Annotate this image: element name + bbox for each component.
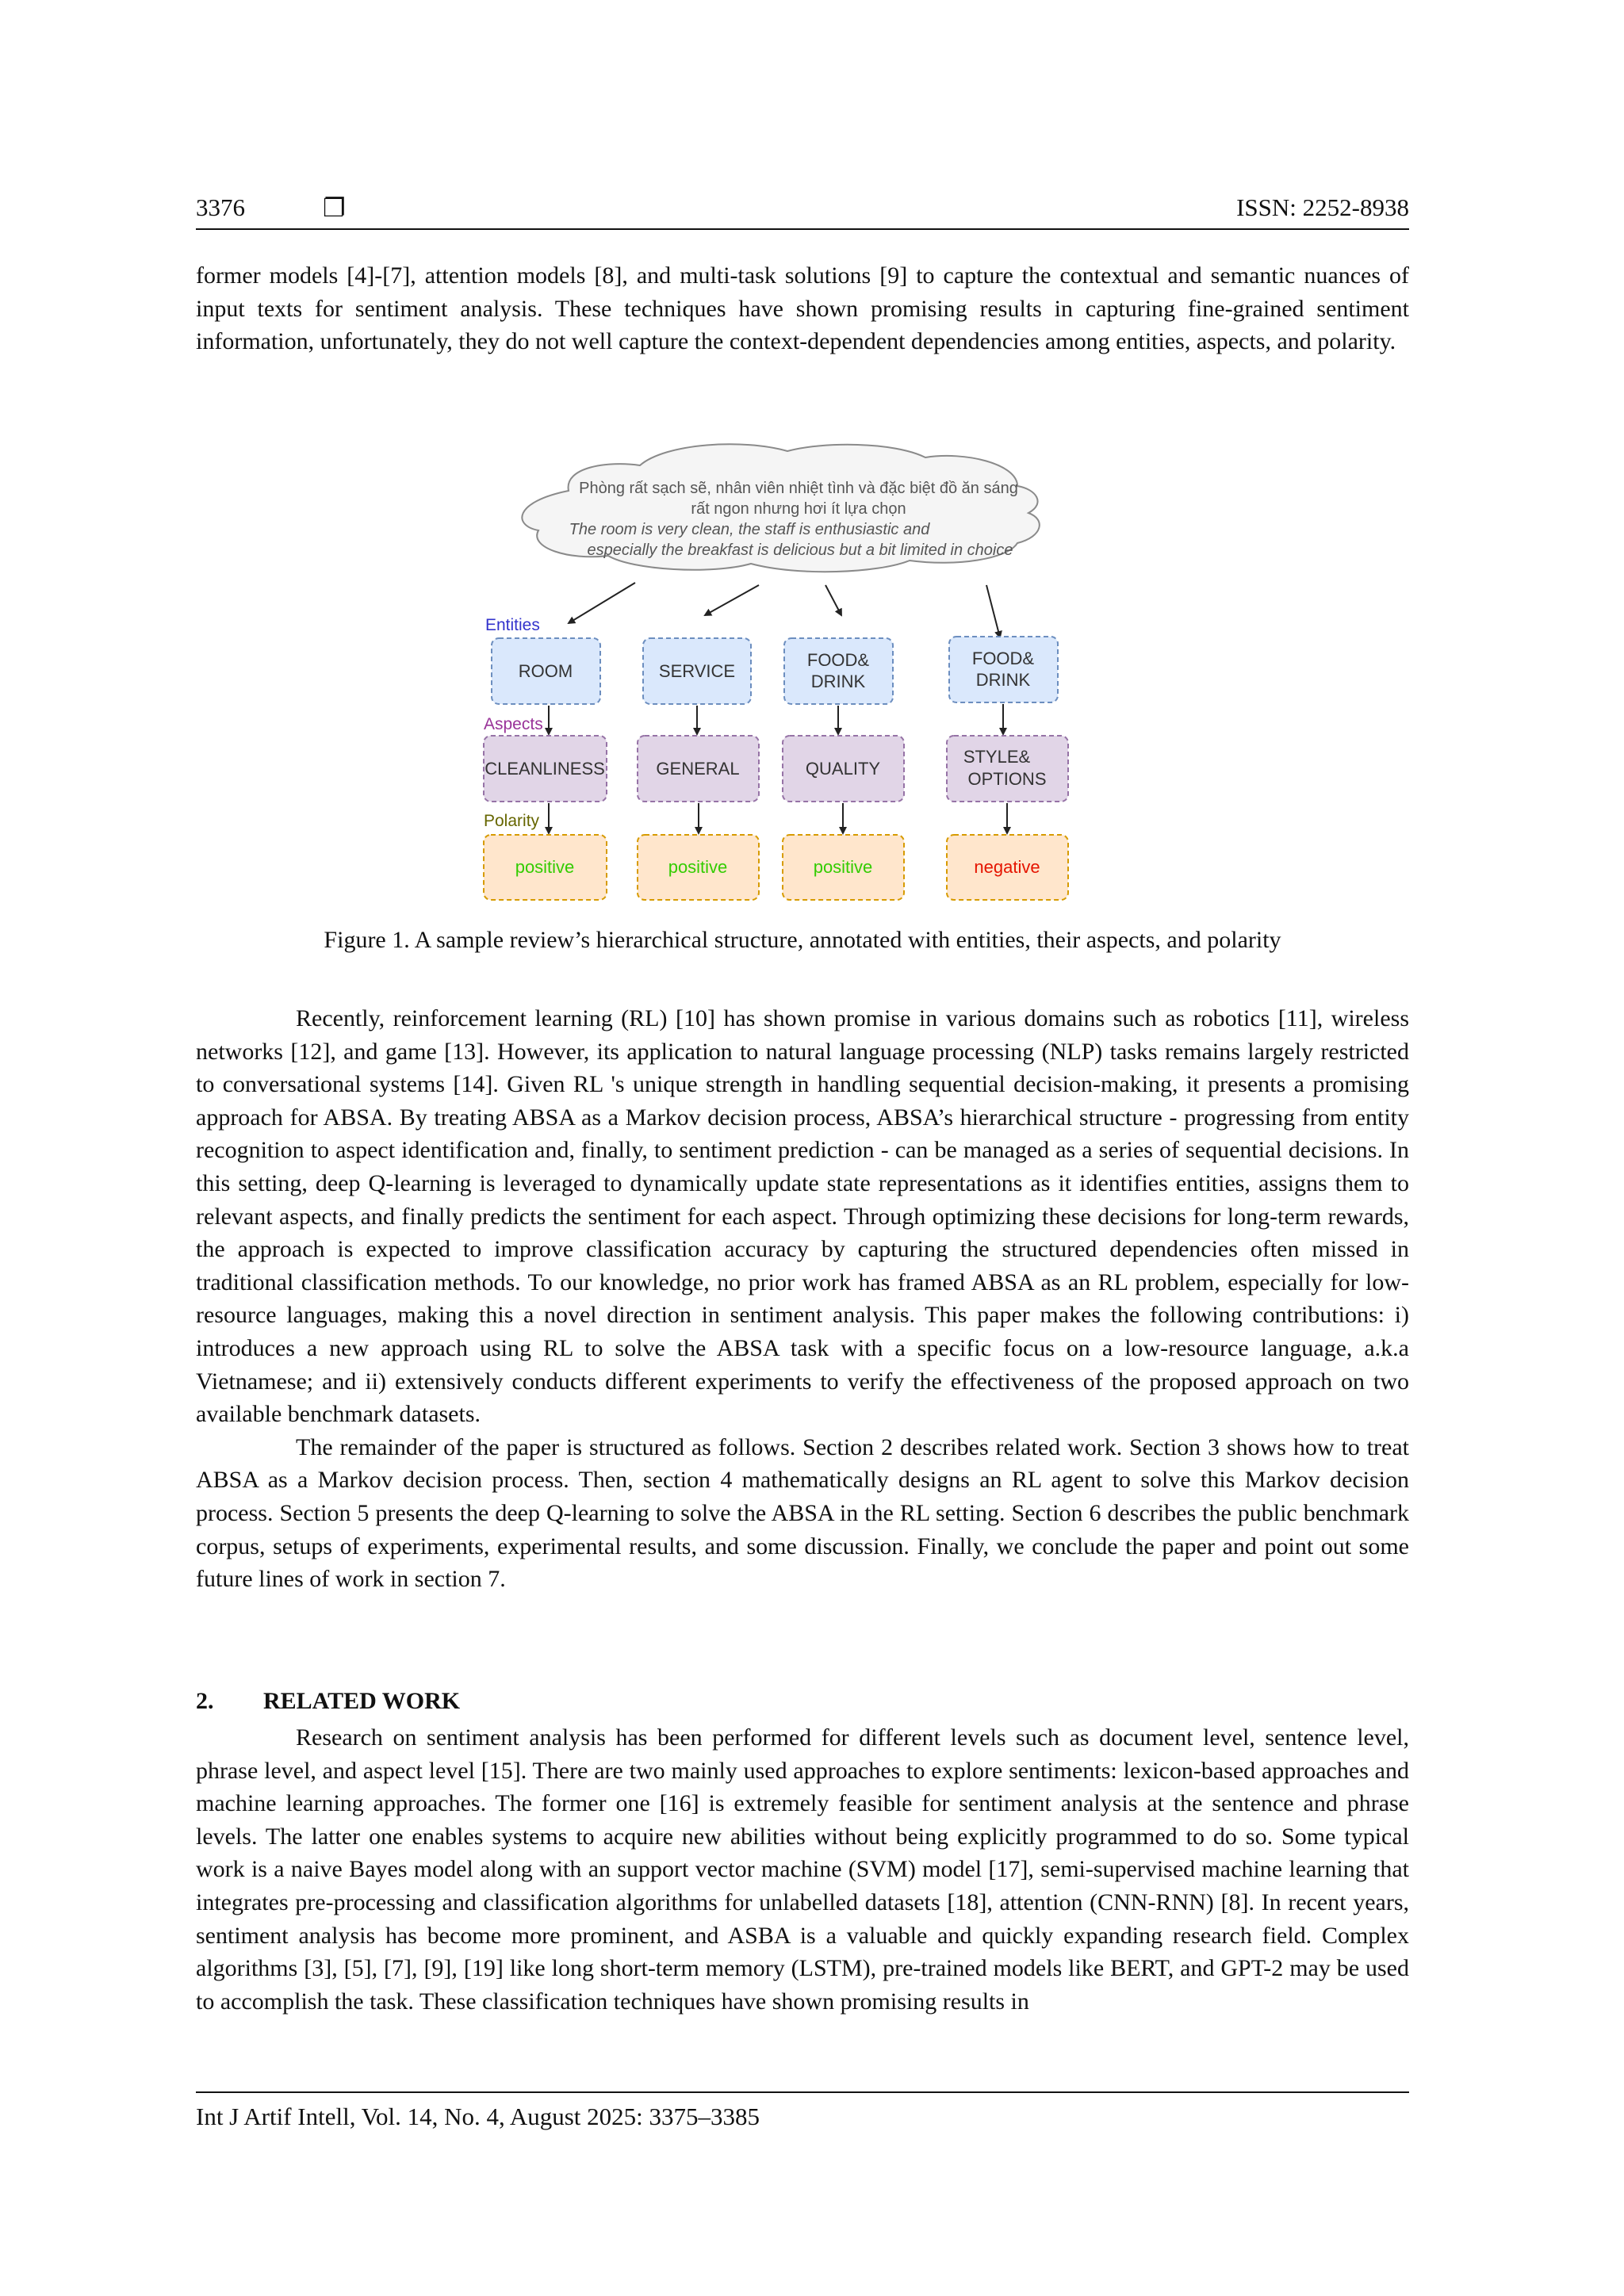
- polarity-text: positive: [515, 857, 575, 877]
- paragraph-text: The remainder of the paper is structured as follows. Section 2 describes related work. Section 3 shows how to treat ABSA as a Markov decision process. Then, section 4 mathematically designs an RL agent to solve this Markov decision process. Section 5 presents the deep Q-learning to solve the ABSA in the RL setting. Section 6 describes the public benchmark corpus, setups of experiments, experimental results, and some discussion. Finally, we conclude the paper and point out some future lines of work in section 7.: [196, 1433, 1409, 1593]
- cloud-english-line-2: especially the breakfast is delicious but a bit limited in choice: [587, 541, 1013, 559]
- running-header: [196, 193, 1409, 230]
- arrow-cloud-room: [569, 583, 635, 623]
- entity-text: SERVICE: [658, 661, 736, 681]
- polarity-text: negative: [974, 857, 1040, 877]
- section-number: 2.: [196, 1688, 214, 1714]
- aspect-text: STYLE&: [963, 747, 1031, 767]
- arrow-cloud-food-1: [825, 585, 841, 615]
- square-outline-icon: ❐: [323, 193, 346, 222]
- body-paragraphs: [196, 1002, 1409, 1596]
- issn: ISSN: 2252-8938: [1236, 193, 1409, 221]
- page-number: 3376: [196, 193, 245, 221]
- entity-text: ROOM: [518, 661, 573, 681]
- aspect-text-line-2: OPTIONS: [967, 769, 1047, 789]
- polarity-text: positive: [813, 857, 873, 877]
- aspect-text: GENERAL: [656, 759, 740, 779]
- entity-text-line-2: DRINK: [810, 672, 866, 691]
- related-work-paragraph: [196, 1721, 1409, 2018]
- entity-text: FOOD&: [806, 650, 870, 670]
- polarity-text: positive: [668, 857, 728, 877]
- arrow-cloud-service: [705, 585, 759, 615]
- arrow-cloud-food-2: [986, 585, 1000, 637]
- entities-label: Entities: [485, 616, 540, 634]
- polarity-label: Polarity: [484, 812, 540, 830]
- section-title: RELATED WORK: [263, 1688, 461, 1714]
- aspect-text: CLEANLINESS: [485, 759, 605, 779]
- paragraph-text: Research on sentiment analysis has been performed for different levels such as document level, sentence level, phrase level, and aspect level [15]. There are two mainly used approaches to explore sentiments: lexicon-based approaches and machine learning approaches. The former one [16] is extremely feasible for sentiment analysis at the sentence and phrase levels. The latter one enables systems to acquire new abilities without being explicitly programmed to do so. Some typical work is a naive Bayes model along with an support vector machine (SVM) model [17], semi-supervised machine learning that integrates pre-processing and classification algorithms for unlabelled datasets [18], attention (CNN-RNN) [8]. In recent years, sentiment analysis has become more prominent, and ASBA is a valuable and quickly expanding research field. Complex algorithms [3], [5], [7], [9], [19] like long short-term memory (LSTM), pre-trained models like BERT, and GPT-2 may be used to accomplish the task. These classification techniques have shown promising results in: [196, 1724, 1409, 2015]
- paragraph-text: Recently, reinforcement learning (RL) [10] has shown promise in various domains such as robotics [11], wireless networks [12], and game [13]. However, its application to natural language processing (NLP) tasks remains largely restricted to conversational systems [14]. Given RL 's unique strength in handling sequential decision-making, it presents a promising approach for ABSA. By treating ABSA as a Markov decision process, ABSA’s hierarchical structure - progressing from entity recognition to aspect identification and, finally, to sentiment prediction - can be managed as a series of sequential decisions. In this setting, deep Q-learning is leveraged to dynamically update state representations as it identifies entities, assigns them to relevant aspects, and finally predicts the sentiment for each aspect. Through optimizing these decisions for long-term rewards, the approach is expected to improve classification accuracy by capturing the structured dependencies often missed in traditional classification methods. To our knowledge, no prior work has framed ABSA as an RL problem, especially for low-resource languages, making this a novel direction in sentiment analysis. This paper makes the following contributions: i) introduces a new approach using RL to solve the ABSA task with a specific focus on a low-resource language, a.k.a Vietnamese; and ii) extensively conducts different experiments to verify the effectiveness of the proposed approach on two available benchmark datasets.: [196, 1005, 1409, 1428]
- cloud-english-line-1: The room is very clean, the staff is enthusiastic and: [569, 521, 930, 538]
- section-heading: [196, 1688, 460, 1715]
- hierarchy-diagram: [481, 440, 1124, 908]
- entity-text: FOOD&: [971, 649, 1035, 668]
- aspects-label: Aspects: [484, 715, 543, 733]
- figure-1: [481, 440, 1124, 908]
- entity-text-line-2: DRINK: [975, 670, 1031, 690]
- intro-paragraph: [196, 259, 1409, 358]
- cloud-vietnamese-line-1: Phòng rất sạch sẽ, nhân viên nhiệt tình và đặc biệt đồ ăn sáng: [579, 480, 1018, 497]
- aspect-text: QUALITY: [805, 759, 881, 779]
- paragraph-text: former models [4]-[7], attention models [8], and multi-task solutions [9] to capture the contextual and semantic nuances of input texts for sentiment analysis. These techniques have shown promising results in capturing fine-grained sentiment information, unfortunately, they do not well capture the context-dependent dependencies among entities, aspects, and polarity.: [196, 262, 1409, 355]
- cloud-vietnamese-line-2: rất ngon nhưng hơi ít lựa chọn: [691, 500, 906, 518]
- running-footer: Int J Artif Intell, Vol. 14, No. 4, August 2025: 3375–3385: [196, 2091, 1409, 2131]
- figure-caption: Figure 1. A sample review’s hierarchical structure, annotated with entities, their aspects, and polarity: [324, 927, 1281, 953]
